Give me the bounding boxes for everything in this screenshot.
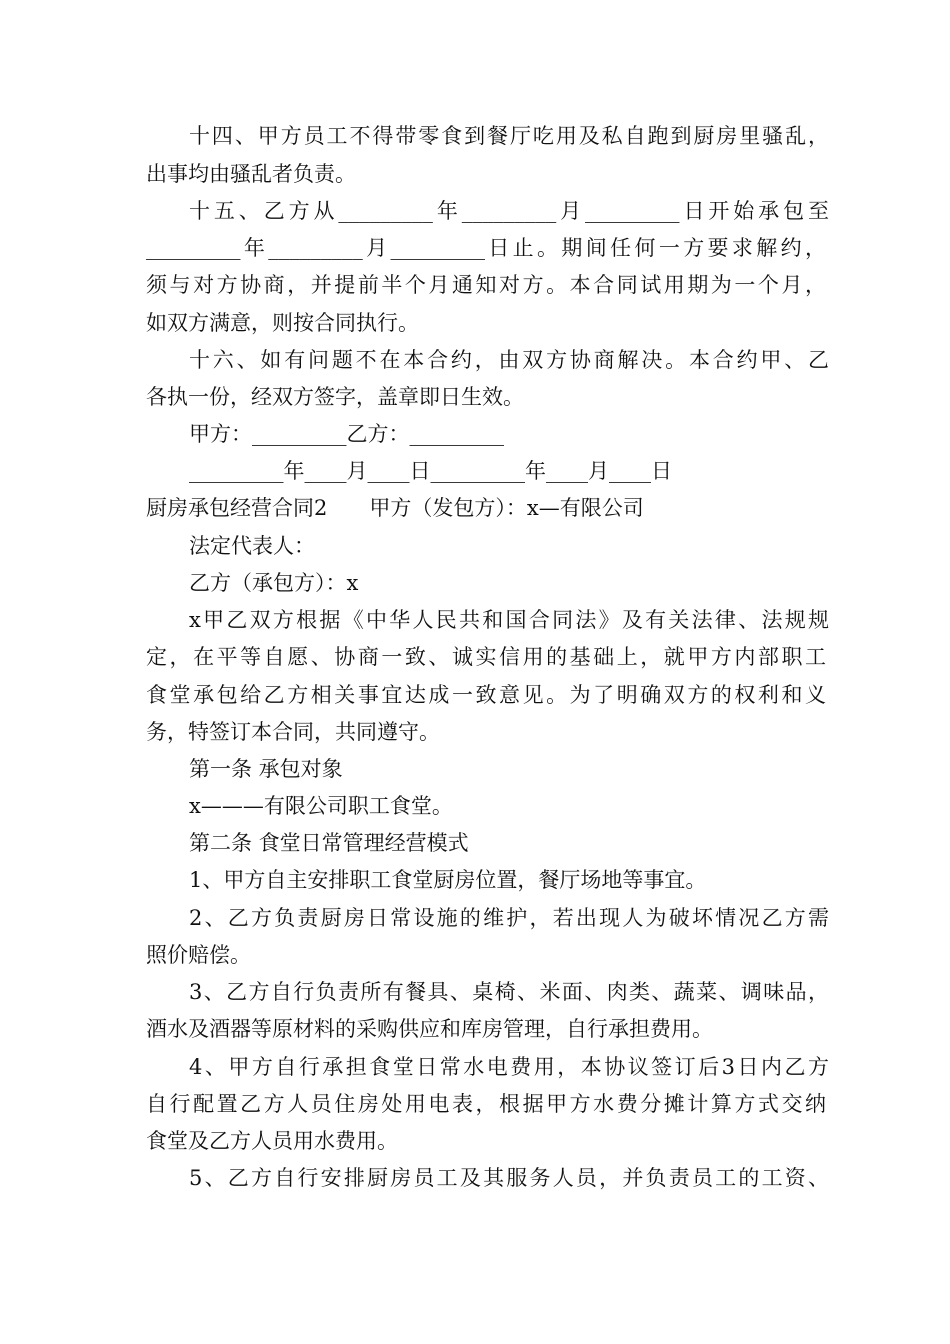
preamble-line-3: 食堂承包给乙方相关事宜达成一致意见。为了明确双方的权利和义 bbox=[146, 683, 826, 707]
article-2-heading: 第二条 食堂日常管理经营模式 bbox=[189, 831, 469, 855]
clause-16-line-1: 十六、如有问题不在本合约，由双方协商解决。本合约甲、乙 bbox=[189, 348, 829, 372]
party-b-line: 乙方（承包方）：x bbox=[189, 571, 359, 595]
signature-parties-line: 甲方：_________乙方：_________ bbox=[189, 422, 504, 446]
item-3-line-1: 3、乙方自行负责所有餐具、桌椅、米面、肉类、蔬菜、调味品， bbox=[189, 980, 829, 1004]
clause-15-line-1: 十五、乙方从_________年_________月_________日开始承包至 bbox=[189, 199, 829, 223]
item-1-line-1: 1、甲方自主安排职工食堂厨房位置，餐厅场地等事宜。 bbox=[189, 868, 707, 892]
preamble-line-1: x甲乙双方根据《中华人民共和国合同法》及有关法律、法规规 bbox=[189, 608, 829, 632]
clause-16-line-2: 各执一份，经双方签字，盖章即日生效。 bbox=[146, 385, 524, 409]
legal-representative-line: 法定代表人： bbox=[189, 534, 315, 558]
clause-14-line-2: 出事均由骚乱者负责。 bbox=[146, 162, 356, 186]
clause-15-line-2: _________年_________月_________日止。期间任何一方要求解约， bbox=[146, 236, 826, 260]
signature-date-line: _________年____月____日_________年____月____日 bbox=[189, 459, 672, 483]
item-2-line-1: 2、乙方负责厨房日常设施的维护，若出现人为破坏情况乙方需 bbox=[189, 906, 829, 930]
contract-2-title: 厨房承包经营合同2 甲方（发包方）：x—有限公司 bbox=[146, 496, 644, 520]
clause-15-line-3: 须与对方协商，并提前半个月通知对方。本合同试用期为一个月， bbox=[146, 273, 826, 297]
item-3-line-2: 酒水及酒器等原材料的采购供应和库房管理，自行承担费用。 bbox=[146, 1017, 713, 1041]
item-4-line-1: 4、甲方自行承担食堂日常水电费用，本协议签订后3日内乙方 bbox=[189, 1055, 829, 1079]
item-2-line-2: 照价赔偿。 bbox=[146, 943, 251, 967]
item-4-line-2: 自行配置乙方人员住房处用电表，根据甲方水费分摊计算方式交纳 bbox=[146, 1092, 826, 1116]
article-1-heading: 第一条 承包对象 bbox=[189, 757, 343, 781]
preamble-line-2: 定，在平等自愿、协商一致、诚实信用的基础上，就甲方内部职工 bbox=[146, 645, 826, 669]
clause-15-line-4: 如双方满意，则按合同执行。 bbox=[146, 311, 419, 335]
clause-14-line-1: 十四、甲方员工不得带零食到餐厅吃用及私自跑到厨房里骚乱， bbox=[189, 124, 829, 148]
item-4-line-3: 食堂及乙方人员用水费用。 bbox=[146, 1129, 398, 1153]
item-5-line-1: 5、乙方自行安排厨房员工及其服务人员，并负责员工的工资、 bbox=[189, 1166, 829, 1190]
article-1-body: x———有限公司职工食堂。 bbox=[189, 794, 453, 818]
preamble-line-4: 务，特签订本合同，共同遵守。 bbox=[146, 720, 440, 744]
